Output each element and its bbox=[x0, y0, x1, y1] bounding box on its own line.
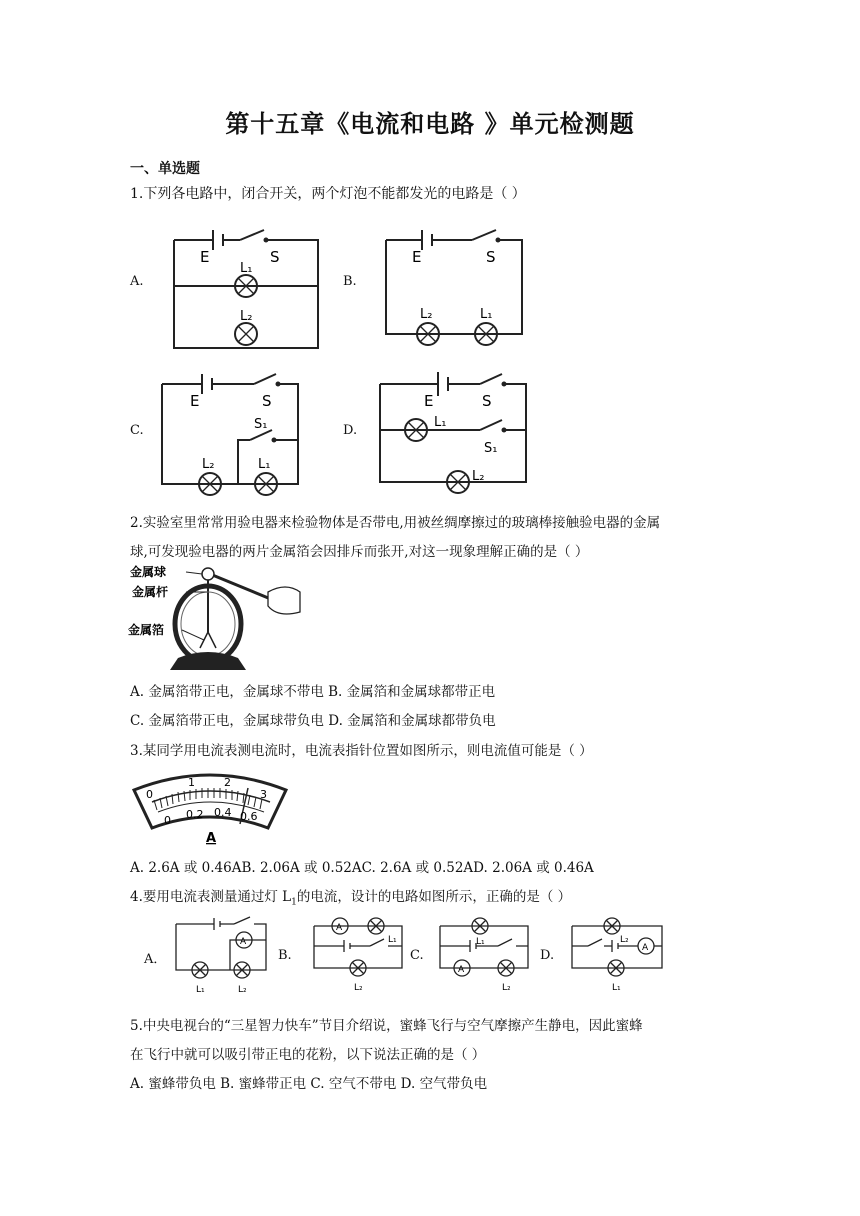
q4-option-a-label: A． bbox=[144, 952, 167, 967]
q4-option-d-label: D. bbox=[540, 948, 555, 963]
question-2-line-1: 2.实验室里常常用验电器来检验物体是否带电,用被丝绸摩擦过的玻璃棒接触验电器的金属 bbox=[130, 515, 661, 531]
label-l2: L₂ bbox=[472, 469, 485, 484]
label-s1: S₁ bbox=[254, 417, 268, 432]
label-l2: L₂ bbox=[502, 983, 511, 993]
meter-unit: A bbox=[206, 831, 217, 846]
label-e: E bbox=[424, 392, 434, 410]
label-s: S bbox=[262, 392, 272, 410]
label-l2: L₂ bbox=[202, 457, 215, 472]
q4-option-c-label: C. bbox=[410, 948, 424, 963]
meter-bottom-3: 0.6 bbox=[240, 810, 258, 823]
label-metal-rod: 金属杆 bbox=[132, 585, 169, 599]
meter-top-0: 0 bbox=[146, 788, 153, 801]
electroscope-figure bbox=[128, 562, 308, 674]
label-e: E bbox=[412, 248, 422, 266]
label-s: S bbox=[486, 248, 496, 266]
label-s: S bbox=[482, 392, 492, 410]
section-heading: 一、单选题 bbox=[130, 161, 200, 177]
q1-circuit-a bbox=[168, 222, 328, 352]
question-5-line-1: 5.中央电视台的“三星智力快车”节目介绍说，蜜蜂飞行与空气摩擦产生静电，因此蜜蜂 bbox=[130, 1018, 643, 1034]
label-l2: L₂ bbox=[238, 985, 247, 994]
label-s1: S₁ bbox=[484, 441, 498, 456]
ammeter-figure bbox=[130, 768, 290, 850]
question-5-line-2: 在飞行中就可以吸引带正电的花粉，以下说法正确的是（ ） bbox=[130, 1047, 486, 1063]
label-s: S bbox=[270, 248, 280, 266]
q4-option-b-label: B. bbox=[278, 948, 292, 963]
meter-top-2: 2 bbox=[224, 776, 231, 789]
question-3: 3.某同学用电流表测电流时，电流表指针位置如图所示，则电流值可能是（ ） bbox=[130, 743, 593, 759]
label-l2: L₂ bbox=[240, 309, 253, 324]
label-l2: L₂ bbox=[620, 935, 629, 945]
question-4: 4.要用电流表测量通过灯 $L_1$的电流，设计的电路如图所示，正确的是（ ） bbox=[130, 889, 572, 908]
q4-circuit-c bbox=[436, 912, 536, 994]
label-l1: L₁ bbox=[258, 457, 271, 472]
question-2-options-2: C. 金属箔带正电，金属球带负电 D. 金属箔和金属球都带负电 bbox=[130, 713, 496, 729]
q1-circuit-c bbox=[158, 370, 308, 496]
question-3-options: A. 2.6A 或 0.46AB. 2.06A 或 0.52AC. 2.6A 或 0.52AD. 2.06A 或 0.46A bbox=[130, 860, 594, 876]
q1-option-a-label: A. bbox=[130, 274, 144, 289]
q1-circuit-b bbox=[382, 222, 532, 352]
meter-bottom-0: 0 bbox=[164, 814, 171, 827]
question-2-options-1: A. 金属箔带正电，金属球不带电 B. 金属箔和金属球都带正电 bbox=[130, 684, 496, 700]
meter-top-1: 1 bbox=[188, 776, 195, 789]
page-title: 第十五章《电流和电路 》单元检测题 bbox=[225, 110, 635, 138]
q1-option-b-label: B. bbox=[343, 274, 357, 289]
label-l1: L₁ bbox=[476, 937, 485, 947]
q4-circuit-d bbox=[566, 912, 678, 994]
label-l1: L₁ bbox=[480, 307, 493, 322]
ammeter-label: A bbox=[642, 943, 649, 953]
question-5-options: A. 蜜蜂带负电 B. 蜜蜂带正电 C. 空气不带电 D. 空气带负电 bbox=[130, 1076, 488, 1092]
label-l2: L₂ bbox=[420, 307, 433, 322]
question-1: 1.下列各电路中，闭合开关，两个灯泡不能都发光的电路是（ ） bbox=[130, 186, 526, 202]
label-metal-foil: 金属箔 bbox=[128, 623, 165, 637]
label-l1: L₁ bbox=[612, 983, 621, 993]
question-2-line-2: 球,可发现验电器的两片金属箔会因排斥而张开,对这一现象理解正确的是（ ） bbox=[130, 544, 589, 560]
label-e: E bbox=[190, 392, 200, 410]
q4-circuit-b bbox=[310, 912, 410, 994]
label-l1: L₁ bbox=[388, 935, 397, 945]
q1-option-c-label: C. bbox=[130, 423, 144, 438]
q4-circuit-a bbox=[170, 914, 274, 994]
q1-option-d-label: D. bbox=[343, 423, 358, 438]
meter-top-3: 3 bbox=[260, 788, 267, 801]
ammeter-label: A bbox=[336, 923, 343, 933]
ammeter-label: A bbox=[458, 965, 465, 975]
meter-bottom-1: 0.2 bbox=[186, 808, 204, 821]
label-l2: L₂ bbox=[354, 983, 363, 993]
label-l1: L₁ bbox=[434, 415, 447, 430]
label-l1: L₁ bbox=[240, 261, 253, 276]
ammeter-label: A bbox=[240, 937, 247, 947]
q1-circuit-d bbox=[376, 366, 536, 496]
label-metal-ball: 金属球 bbox=[130, 565, 167, 579]
meter-bottom-2: 0.4 bbox=[214, 806, 232, 819]
label-e: E bbox=[200, 248, 210, 266]
label-l1: L₁ bbox=[196, 985, 205, 994]
